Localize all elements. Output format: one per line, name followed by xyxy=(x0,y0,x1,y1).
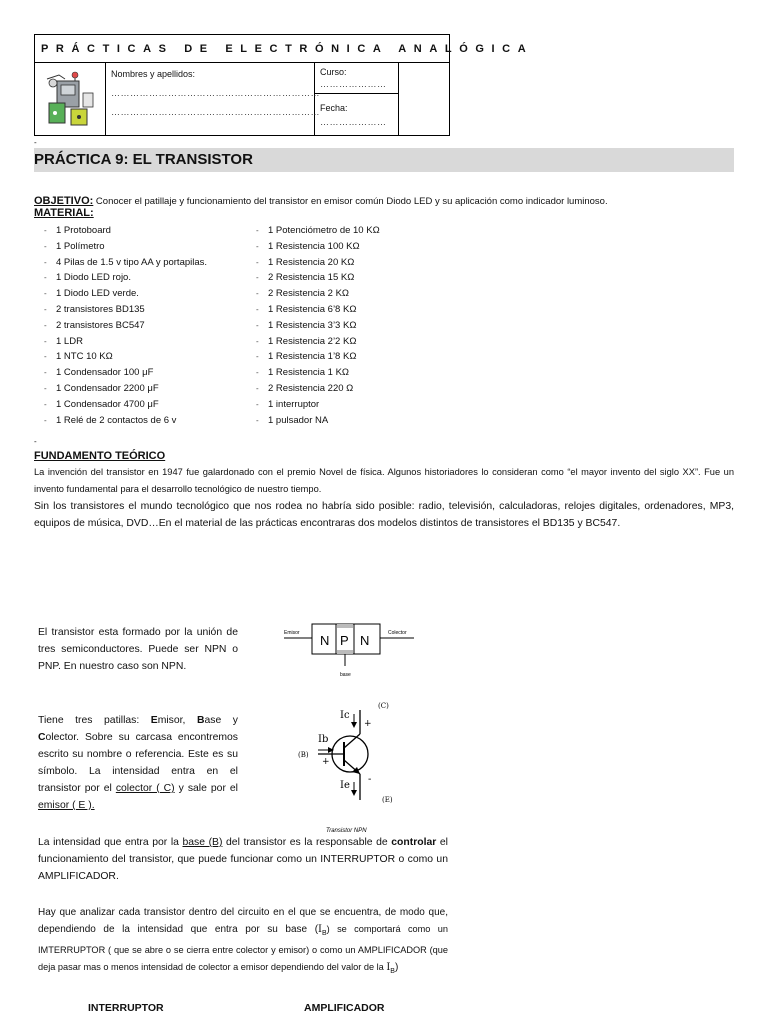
analizar-ib2: I xyxy=(386,962,391,973)
name-cell xyxy=(105,63,320,135)
interruptor-label: INTERRUPTOR xyxy=(88,1002,164,1014)
symbol-ie-label: Ie xyxy=(340,780,350,791)
patillas-colector: colector ( C) xyxy=(115,783,175,794)
base-para-controlar: controlar xyxy=(391,837,437,848)
analizar-t1: Hay que analizar cada transistor dentro del circuito en el que se encuentra, de modo que, dependiendo de la intensidad que entra por su base ( xyxy=(38,907,448,935)
logo xyxy=(35,63,106,135)
analizar-paragraph xyxy=(38,904,448,980)
practice-title: PRÁCTICA 9: EL TRANSISTOR xyxy=(34,148,734,172)
material-item: - 4 Pilas de 1.5 v tipo AA y portapilas. xyxy=(44,255,264,271)
material-item: - 2 transistores BC547 xyxy=(44,318,264,334)
patillas-t5: y sale por el xyxy=(174,783,238,794)
symbol-e-label: (E) xyxy=(382,796,393,804)
npn-base-label: base xyxy=(340,672,351,678)
material-list-right xyxy=(256,223,476,428)
curso-line[interactable]: ………………… xyxy=(320,79,387,89)
curso-label: Curso: xyxy=(320,67,347,77)
material-item: - 1 Condensador 2200 μF xyxy=(44,381,264,397)
curso-cell xyxy=(315,63,398,94)
npn-n2-label: N xyxy=(360,633,370,648)
analizar-t2: ) se comportará como un IMTERRUPTOR ( que se abre o se cierra entre colector y emisor) o como un AMPLIFICADOR (que deja pasar mas o menos intensidad de colector a emisor dependiendo del valor de la xyxy=(38,924,448,972)
symbol-caption: Transistor NPN xyxy=(326,828,367,834)
analizar-ib1-sub: B xyxy=(321,930,327,937)
npn-emisor-label: Emisor xyxy=(284,630,300,636)
material-item: - 1 Resistencia 3’3 KΩ xyxy=(256,318,476,334)
name-line-2[interactable]: ………………………………………………………… xyxy=(111,107,320,117)
separator-dash: - xyxy=(34,437,37,446)
separator-dash: - xyxy=(34,138,37,147)
patillas-text xyxy=(38,712,238,814)
material-item: - 1 Resistencia 20 KΩ xyxy=(256,255,476,271)
material-label: MATERIAL: xyxy=(34,207,94,219)
fecha-line[interactable]: ………………… xyxy=(320,117,387,127)
header-table xyxy=(34,34,534,136)
objetivo xyxy=(34,191,744,209)
npn-colector-label: Colector xyxy=(388,630,407,636)
material-item: - 1 Condensador 100 μF xyxy=(44,365,264,381)
objetivo-text: Conocer el patillaje y funcionamiento del transistor en emisor común Diodo LED y su aplicación como indicador luminoso. xyxy=(93,196,608,207)
npn-diagram xyxy=(284,618,414,680)
material-list-left xyxy=(44,223,264,428)
analizar-t3: ) xyxy=(394,962,399,973)
patillas-t1: Tiene tres patillas: xyxy=(38,715,151,726)
symbol-ib-label: Ib xyxy=(318,734,329,745)
amplificador-label: AMPLIFICADOR xyxy=(304,1002,385,1014)
npn-p-label: P xyxy=(340,633,349,648)
material-item: - 1 Resistencia 2’2 KΩ xyxy=(256,334,476,350)
fecha-label: Fecha: xyxy=(320,103,348,113)
patillas-t2: misor, xyxy=(157,715,197,726)
symbol-plus-b: + xyxy=(322,757,330,767)
patillas-c: C xyxy=(38,732,46,743)
material-item: - 1 Resistencia 1 KΩ xyxy=(256,365,476,381)
name-line-1[interactable]: ………………………………………………………… xyxy=(111,88,320,98)
npn-n1-label: N xyxy=(320,633,330,648)
symbol-plus-c: + xyxy=(364,719,372,729)
fundamento-label: FUNDAMENTO TEÓRICO xyxy=(34,450,166,462)
transistor-symbol xyxy=(288,696,418,836)
material-item: - 1 Diodo LED verde. xyxy=(44,286,264,302)
material-item: - 1 pulsador NA xyxy=(256,413,476,429)
material-item: - 1 Condensador 4700 μF xyxy=(44,397,264,413)
name-label: Nombres y apellidos: xyxy=(111,69,196,79)
fundamento-p1: La invención del transistor en 1947 fue galardonado con el premio Novel de física. Algunos historiadores lo consideran como “el mayor invento del siglo XX”. Fue un invento fundamental para el desarrollo tecnológico de nuestro tiempo. xyxy=(34,467,734,494)
material-item: - 1 Relé de 2 contactos de 6 v xyxy=(44,413,264,429)
symbol-minus-e: - xyxy=(368,774,372,785)
material-item: - 1 Resistencia 1’8 KΩ xyxy=(256,349,476,365)
union-text: El transistor esta formado por la unión de tres semiconductores. Puede ser NPN o PNP. En nuestro caso son NPN. xyxy=(38,627,238,672)
material-item: - 1 Diodo LED rojo. xyxy=(44,270,264,286)
material-item: - 1 LDR xyxy=(44,334,264,350)
material-item: - 1 Resistencia 100 KΩ xyxy=(256,239,476,255)
patillas-b: B xyxy=(196,715,205,726)
objetivo-label: OBJETIVO: xyxy=(34,195,94,207)
base-para-base: base (B) xyxy=(182,837,223,848)
material-item: - 1 NTC 10 KΩ xyxy=(44,349,264,365)
patillas-t4: olector. Sobre su carcasa encontremos escrito su nombre o referencia. Este es su símbolo. La intensidad entra en el transistor por el xyxy=(38,732,238,794)
patillas-emisor: emisor ( E ). xyxy=(38,800,95,811)
material-item: - 1 Potenciómetro de 10 KΩ xyxy=(256,223,476,239)
patillas-e: E xyxy=(150,715,158,726)
fundamento-p2: Sin los transistores el mundo tecnológico que nos rodea no habría sido posible: radio, televisión, calculadoras, relojes digitales, ordenadores, MP3, equipos de música, DVD…En el material de las prácticas encontraras dos modelos distintos de transistores el BD135 y BC547. xyxy=(34,501,734,529)
symbol-c-label: (C) xyxy=(378,702,389,710)
electronics-logo-icon xyxy=(35,63,105,135)
material-item: - 2 transistores BD135 xyxy=(44,302,264,318)
material-item: - 1 Polímetro xyxy=(44,239,264,255)
analizar-ib1: I xyxy=(318,924,322,935)
base-para-t3: el funcionamiento del transistor, que puede funcionar como un INTERRUPTOR o como un AMPLIFICADOR. xyxy=(38,837,448,882)
material-item: - 2 Resistencia 15 KΩ xyxy=(256,270,476,286)
base-paragraph xyxy=(38,834,448,885)
analizar-ib2-sub: B xyxy=(390,968,395,975)
material-item: - 2 Resistencia 220 Ω xyxy=(256,381,476,397)
symbol-b-label: (B) xyxy=(298,751,309,759)
base-para-t1: La intensidad que entra por la xyxy=(38,837,183,848)
material-item: - 1 Protoboard xyxy=(44,223,264,239)
symbol-ic-label: Ic xyxy=(340,710,350,721)
patillas-t3: ase y xyxy=(204,715,238,726)
material-item: - 1 Resistencia 6’8 KΩ xyxy=(256,302,476,318)
base-para-t2: del transistor es la responsable de xyxy=(222,837,392,848)
material-item: - 1 interruptor xyxy=(256,397,476,413)
material-item: - 2 Resistencia 2 KΩ xyxy=(256,286,476,302)
header-title: PRÁCTICAS DE ELECTRÓNICA ANALÓGICA xyxy=(35,35,449,63)
curso-fecha-cell xyxy=(315,63,399,135)
